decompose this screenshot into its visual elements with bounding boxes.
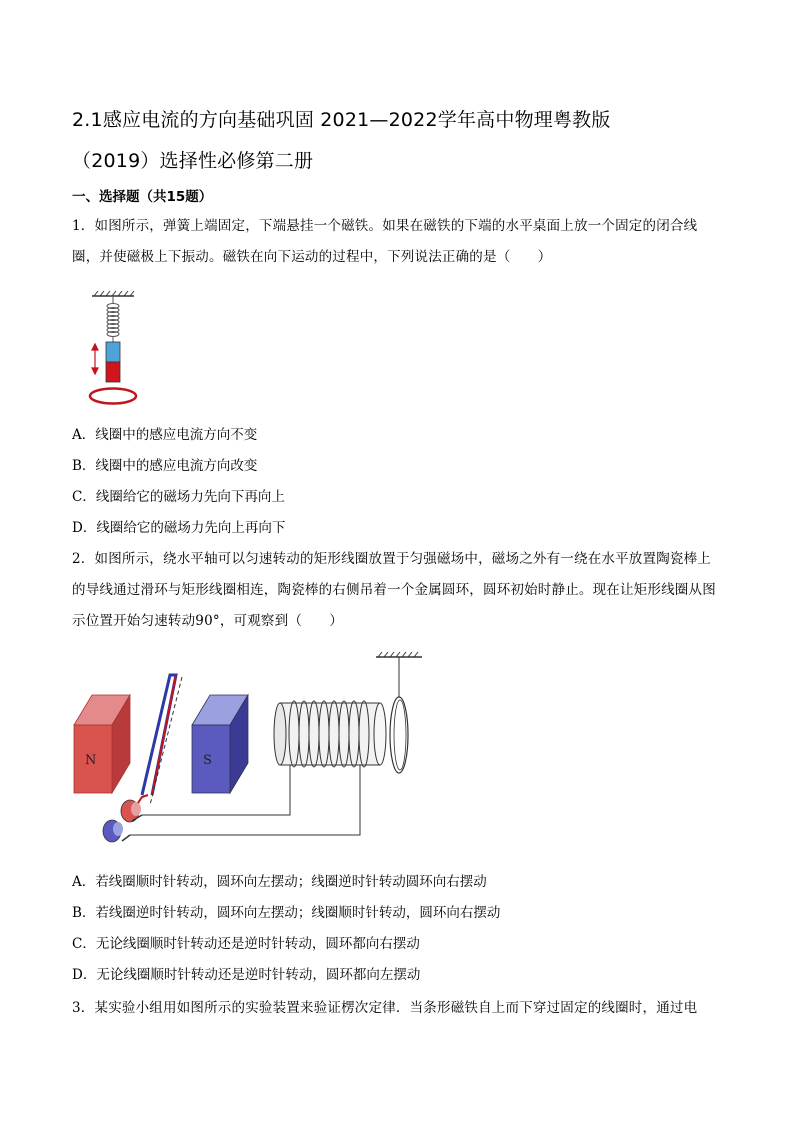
- ceiling-hatch: [92, 291, 134, 296]
- question-2-option-b: B．若线圈逆时针转动，圆环向左摆动；线圈顺时针转动，圆环向右摆动: [72, 905, 501, 921]
- question-2-option-c: C．无论线圈顺时针转动还是逆时针转动，圆环都向右摆动: [72, 936, 420, 952]
- question-1-option-d: D．线圈给它的磁场力先向上再向下: [72, 520, 286, 536]
- double-arrow-icon: [92, 344, 98, 374]
- title-line-1: 2.1感应电流的方向基础巩固 2021—2022学年高中物理粤教版: [72, 109, 611, 131]
- magnet-top-pole: [106, 342, 120, 362]
- rectangular-coil: [142, 675, 182, 805]
- ceramic-rod-solenoid: [274, 701, 386, 767]
- magnet-south-label: S: [203, 753, 212, 768]
- question-1-option-b: B．线圈中的感应电流方向改变: [72, 458, 258, 474]
- magnet-north-label: N: [85, 753, 97, 768]
- section-heading: 一、选择题（共15题）: [72, 189, 213, 205]
- question-2-option-d: D．无论线圈顺时针转动还是逆时针转动，圆环都向左摆动: [72, 967, 421, 983]
- magnet-south-block: [192, 695, 248, 793]
- question-1-figure: [84, 290, 144, 410]
- question-2-text: 2．如图所示，绕水平轴可以匀速转动的矩形线圈放置于匀强磁场中，磁场之外有一绕在水平放置陶瓷棒上的导线通过滑环与矩形线圈相连，陶瓷棒的右侧吊着一个金属圆环，圆环初始时静止。现在让矩形线圈从图示位置开始匀速转动90°，可观察到（ ）: [72, 551, 716, 629]
- title-line-2: （2019）选择性必修第二册: [72, 150, 314, 172]
- question-1-option-c: C．线圈给它的磁场力先向下再向上: [72, 489, 285, 505]
- connecting-wires: [130, 765, 360, 835]
- magnet-bottom-pole: [106, 362, 120, 382]
- magnet-north-block: [74, 695, 130, 793]
- document-title: [72, 100, 732, 182]
- question-1-text: 1．如图所示，弹簧上端固定，下端悬挂一个磁铁。如果在磁铁的下端的水平桌面上放一个固定的闭合线圈，并使磁极上下振动。磁铁在向下运动的过程中，下列说法正确的是（ ）: [72, 218, 698, 265]
- closed-coil-ring: [90, 389, 136, 404]
- spring: [107, 296, 119, 342]
- question-2-figure: [70, 645, 430, 860]
- question-2-option-a: A．若线圈顺时针转动，圆环向左摆动；线圈逆时针转动圆环向右摆动: [72, 874, 487, 890]
- question-1-option-a: A．线圈中的感应电流方向不变: [72, 427, 258, 443]
- question-3-text: 3．某实验小组用如图所示的实验装置来验证楞次定律．当条形磁铁自上而下穿过固定的线圈时，通过电: [72, 1000, 698, 1016]
